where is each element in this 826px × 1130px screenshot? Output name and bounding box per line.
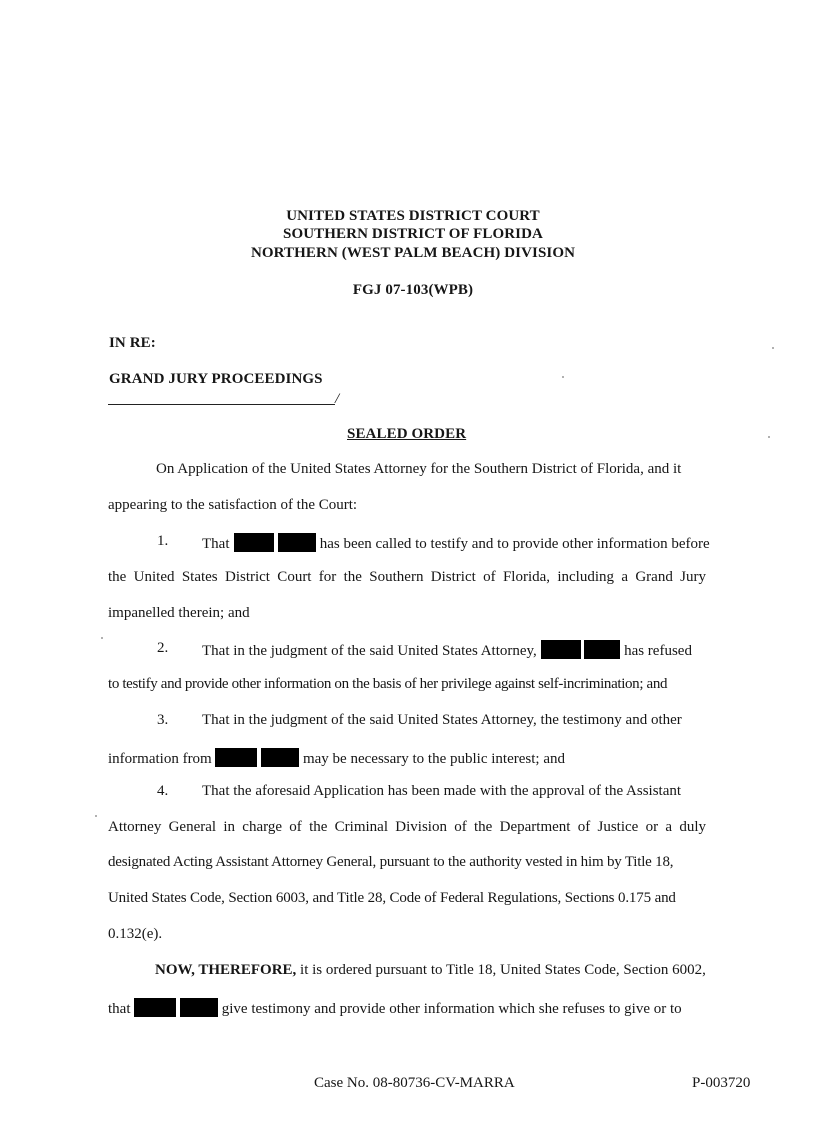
- para-3-line-1: That in the judgment of the said United States Attorney, the testimony and other: [202, 712, 682, 728]
- ordering-clause-bold: NOW, THEREFORE,: [155, 962, 297, 978]
- ordering-clause: [155, 962, 706, 979]
- court-division: NORTHERN (WEST PALM BEACH) DIVISION: [250, 245, 576, 261]
- ordering-clause-line-2: [108, 998, 682, 1018]
- para-4-number: 4.: [157, 783, 169, 799]
- redaction-block: [180, 998, 218, 1017]
- para-2-text-pre: That in the judgment of the said United States Attorney,: [202, 643, 537, 659]
- ordering-text-pre: that: [108, 1001, 131, 1017]
- intro-line-1: On Application of the United States Attorney for the Southern District of Florida, and it: [156, 461, 682, 477]
- para-1-line-1: [202, 533, 710, 553]
- para-2-number: 2.: [157, 640, 169, 656]
- order-title: SEALED ORDER: [347, 426, 467, 442]
- redaction-block: [215, 748, 257, 767]
- para-2-line-2: to testify and provide other information on the basis of her privilege against self-incrimination; and: [108, 676, 668, 692]
- court-district: SOUTHERN DISTRICT OF FLORIDA: [283, 226, 543, 242]
- para-1-line-3: impanelled therein; and: [108, 605, 250, 621]
- ordering-text-post: give testimony and provide other information which she refuses to give or to: [221, 1001, 682, 1017]
- case-number: FGJ 07-103(WPB): [352, 282, 474, 298]
- para-3-number: 3.: [157, 712, 169, 728]
- scan-speck: [768, 436, 770, 438]
- scan-speck: [95, 815, 97, 817]
- footer-case-number: Case No. 08-80736-CV-MARRA: [314, 1075, 515, 1091]
- para-2-text-post: has refused: [624, 643, 692, 659]
- scan-speck: [772, 347, 774, 349]
- para-1-number: 1.: [157, 533, 169, 549]
- scan-speck: [101, 637, 103, 639]
- para-1-text-pre: That: [202, 536, 230, 552]
- redaction-block: [261, 748, 299, 767]
- caption-matter: GRAND JURY PROCEEDINGS: [109, 371, 323, 387]
- para-3-line-2: [108, 748, 565, 768]
- redaction-block: [278, 533, 316, 552]
- intro-line-2: appearing to the satisfaction of the Court:: [108, 497, 358, 513]
- para-2-line-1: [202, 640, 692, 660]
- ordering-clause-text: it is ordered pursuant to Title 18, United States Code, Section 6002,: [300, 962, 706, 978]
- para-3-text-post: may be necessary to the public interest; and: [302, 751, 565, 767]
- redaction-block: [134, 998, 176, 1017]
- para-1-text-post: has been called to testify and to provide other information before: [319, 536, 710, 552]
- redaction-block: [234, 533, 274, 552]
- para-4-line-3: designated Acting Assistant Attorney General, pursuant to the authority vested in him by Title 18,: [108, 854, 674, 870]
- para-4-line-2: Attorney General in charge of the Criminal Division of the Department of Justice or a duly: [108, 819, 706, 835]
- redaction-block: [584, 640, 620, 659]
- redaction-block: [541, 640, 581, 659]
- para-3-text-pre: information from: [108, 751, 212, 767]
- para-4-line-5: 0.132(e).: [108, 926, 163, 942]
- para-4-line-4: United States Code, Section 6003, and Title 28, Code of Federal Regulations, Sections 0.175 and: [108, 890, 676, 906]
- caption-slash: /: [335, 391, 340, 407]
- bates-number: P-003720: [692, 1075, 751, 1091]
- caption-rule: [108, 404, 335, 405]
- in-re-label: IN RE:: [109, 335, 156, 351]
- court-name: UNITED STATES DISTRICT COURT: [286, 208, 540, 224]
- scan-speck: [562, 376, 564, 378]
- para-4-line-1: That the aforesaid Application has been made with the approval of the Assistant: [202, 783, 682, 799]
- para-1-line-2: the United States District Court for the Southern District of Florida, including a Grand Jury: [108, 569, 706, 585]
